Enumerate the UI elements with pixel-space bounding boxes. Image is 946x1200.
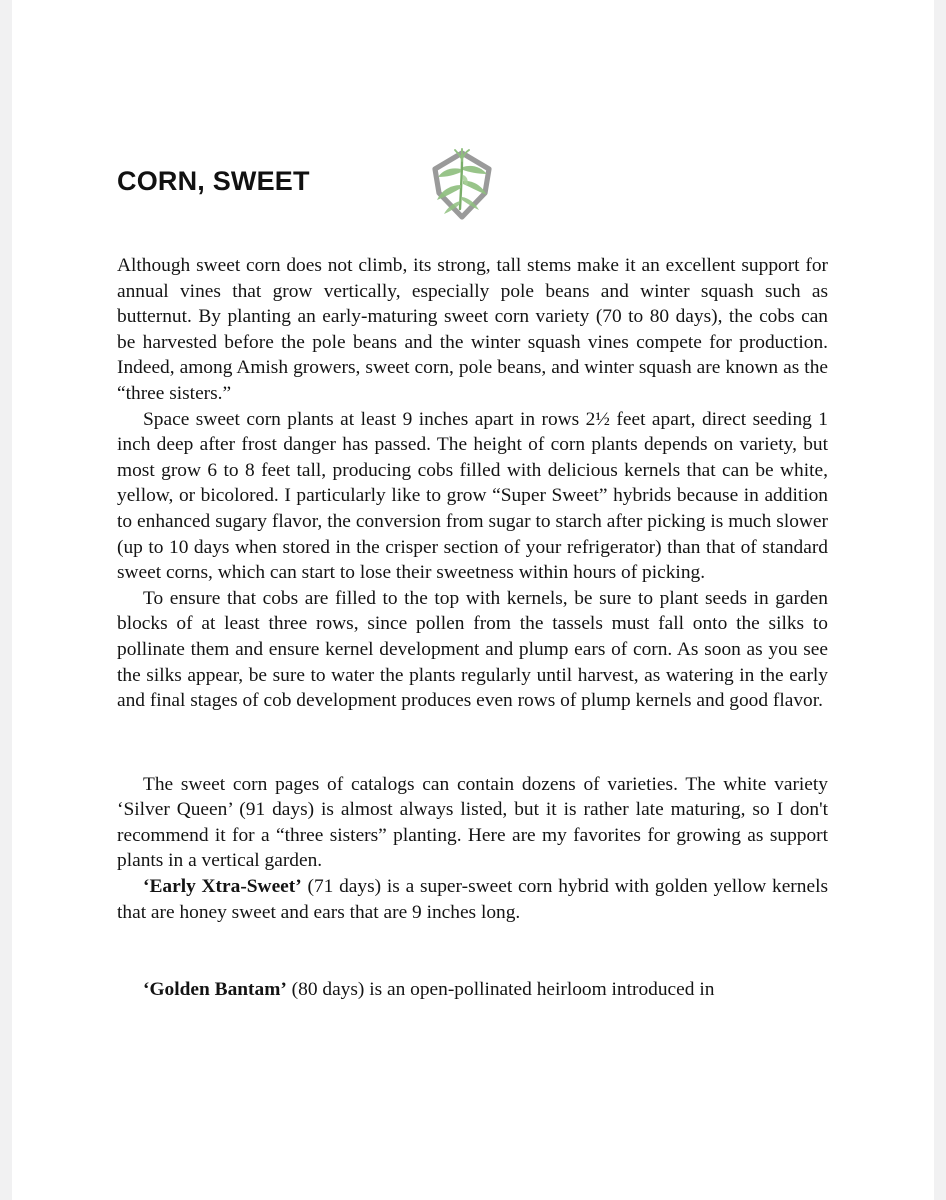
variety-description-2: (80 days) is an open-pollinated heirloom introduced in: [286, 979, 715, 1001]
document-page: [12, 0, 934, 1200]
chapter-header: [117, 145, 828, 225]
section-spacer-2: [117, 925, 828, 977]
paragraph-3: To ensure that cobs are filled to the top with kernels, be sure to plant seeds in garden blocks of at least three rows, since pollen from the tassels must fall onto the silks to pollinate them and ensure kernel development and plump ears of corn. As soon as you see the silks appear, be sure to water the plants regularly until harvest, as watering in the early and final stages of cob development produces even rows of plump kernels and good flavor.: [117, 587, 828, 712]
corn-plant-emblem-icon: [429, 145, 495, 225]
page-content: [117, 0, 828, 1200]
page-title: CORN, SWEET: [117, 166, 310, 196]
variety-entry-2: [117, 977, 828, 1003]
variety-name-2: ‘Golden Bantam’: [143, 979, 287, 1001]
article-body: [117, 253, 828, 1003]
paragraph-4: The sweet corn pages of catalogs can contain dozens of varieties. The white variety ‘Silver Queen’ (91 days) is almost always listed, but it is rather late maturing, so I don't recommend it for a “three sisters” planting. Here are my favorites for growing as support plants in a vertical garden.: [117, 773, 828, 872]
paragraph-1: Although sweet corn does not climb, its strong, tall stems make it an excellent support for annual vines that grow vertically, especially pole beans and winter squash such as butternut. By planting an early-maturing sweet corn variety (70 to 80 days), the cobs can be harvested before the pole beans and the winter squash vines compete for production. Indeed, among Amish growers, sweet corn, pole beans, and winter squash are known as the “three sisters.”: [117, 255, 828, 404]
variety-name-1: ‘Early Xtra-Sweet’: [143, 876, 302, 898]
variety-description-1: (71 days) is a super-sweet corn hybrid with golden yellow kernels that are honey sweet and ears that are 9 inches long.: [117, 876, 829, 923]
paragraph-2: Space sweet corn plants at least 9 inches apart in rows 2½ feet apart, direct seeding 1 inch deep after frost danger has passed. The height of corn plants depends on variety, but most grow 6 to 8 feet tall, producing cobs filled with delicious kernels that can be white, yellow, or bicolored. I particularly like to grow “Super Sweet” hybrids because in addition to enhanced sugary flavor, the conversion from sugar to starch after picking is much slower (up to 10 days when stored in the crisper section of your refrigerator) than that of standard sweet corns, which can start to lose their sweetness within hours of picking.: [117, 408, 828, 584]
variety-entry-1: [117, 874, 828, 925]
section-spacer-1: [117, 714, 828, 772]
